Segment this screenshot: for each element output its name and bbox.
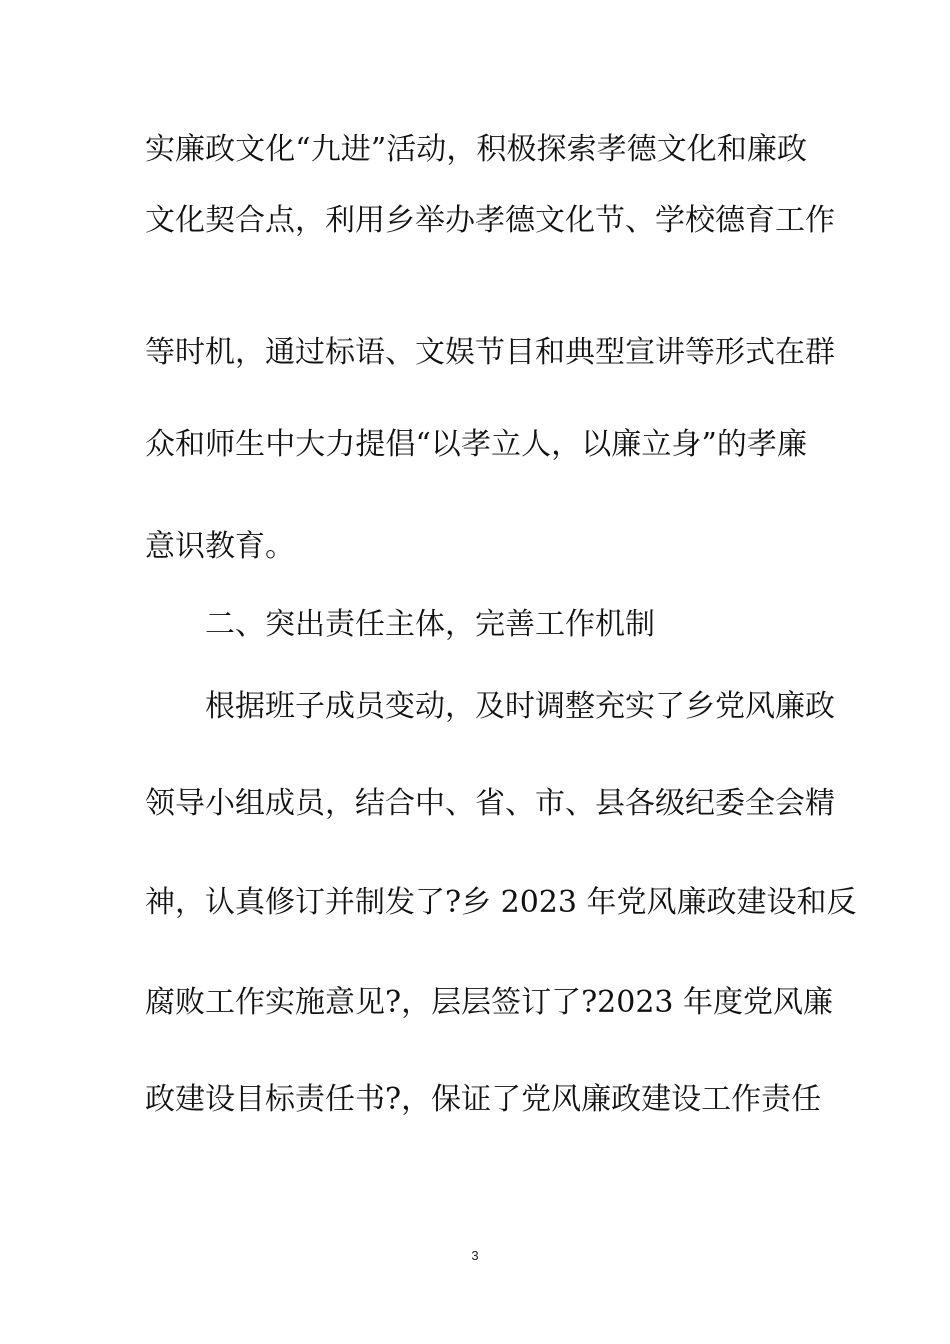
- paragraph-line: 实廉政文化“九进”活动，积极探索孝德文化和廉政: [145, 132, 807, 167]
- paragraph-line: 意识教育。: [145, 529, 295, 564]
- paragraph-line: 神，认真修订并制发了?乡 2023 年党风廉政建设和反: [145, 885, 857, 920]
- paragraph-line: 腐败工作实施意见?，层层签订了?2023 年度党风廉: [145, 985, 834, 1020]
- section-heading: 二、突出责任主体，完善工作机制: [205, 607, 655, 642]
- paragraph-line: 根据班子成员变动，及时调整充实了乡党风廉政: [205, 689, 835, 724]
- page-number: 3: [471, 1248, 479, 1263]
- paragraph-line: 政建设目标责任书?，保证了党风廉政建设工作责任: [145, 1082, 822, 1117]
- paragraph-line: 文化契合点，利用乡举办孝德文化节、学校德育工作: [145, 203, 835, 238]
- paragraph-line: 等时机，通过标语、文娱节目和典型宣讲等形式在群: [145, 335, 835, 370]
- paragraph-line: 众和师生中大力提倡“以孝立人，以廉立身”的孝廉: [145, 427, 807, 462]
- paragraph-line: 领导小组成员，结合中、省、市、县各级纪委全会精: [145, 786, 835, 821]
